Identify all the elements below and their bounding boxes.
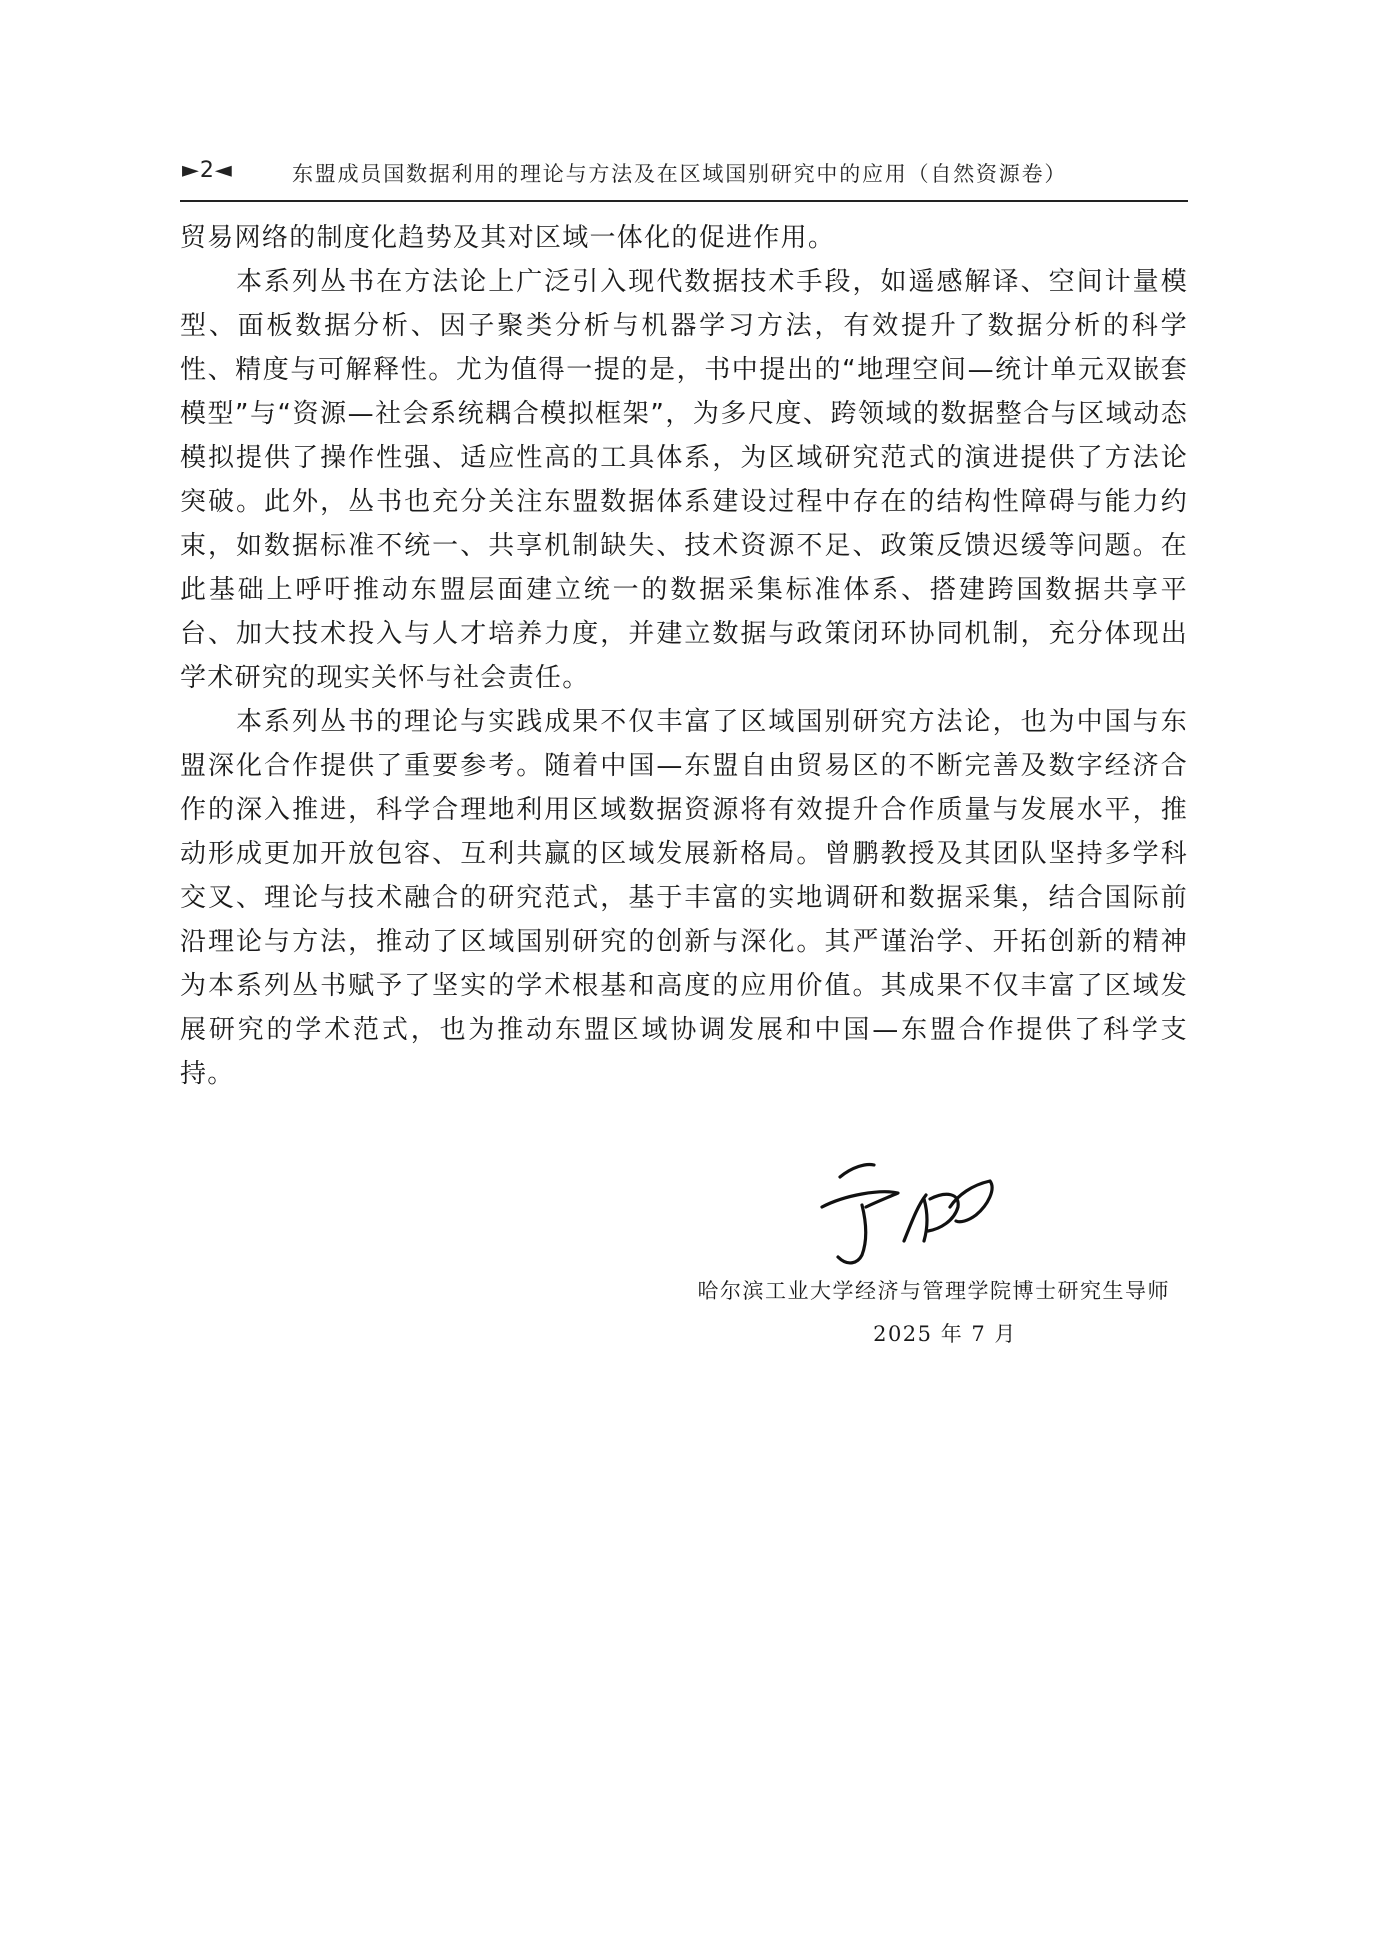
paragraph-conclusion: 本系列丛书的理论与实践成果不仅丰富了区域国别研究方法论，也为中国与东盟深化合作提供了重要参考。随着中国—东盟自由贸易区的不断完善及数字经济合作的深入推进，科学合理地利用区域数据资源将有效提升合作质量与发展水平，推动形成更加开放包容、互利共赢的区域发展新格局。曾鹏教授及其团队坚持多学科交叉、理论与技术融合的研究范式，基于丰富的实地调研和数据采集，结合国际前沿理论与方法，推动了区域国别研究的创新与深化。其严谨治学、开拓创新的精神为本系列丛书赋予了坚实的学术根基和高度的应用价值。其成果不仅丰富了区域发展研究的学术范式，也为推动东盟区域协调发展和中国—东盟合作提供了科学支持。 — [180, 707, 1188, 1089]
paragraph-continuation: 贸易网络的制度化趋势及其对区域一体化的促进作用。 — [180, 223, 836, 253]
body-text — [180, 216, 1188, 1096]
running-header — [180, 152, 1188, 202]
page-number: ►2◄ — [182, 158, 233, 183]
signature-date: 2025 年 7 月 — [873, 1322, 1017, 1346]
author-affiliation: 哈尔滨工业大学经济与管理学院博士研究生导师 — [697, 1279, 1170, 1303]
book-title: 东盟成员国数据利用的理论与方法及在区域国别研究中的应用（自然资源卷） — [292, 162, 1068, 186]
paragraph-methodology: 本系列丛书在方法论上广泛引入现代数据技术手段，如遥感解译、空间计量模型、面板数据分析、因子聚类分析与机器学习方法，有效提升了数据分析的科学性、精度与可解释性。尤为值得一提的是，书中提出的“地理空间—统计单元双嵌套模型”与“资源—社会系统耦合模拟框架”，为多尺度、跨领域的数据整合与区域动态模拟提供了操作性强、适应性高的工具体系，为区域研究范式的演进提供了方法论突破。此外，丛书也充分关注东盟数据体系建设过程中存在的结构性障碍与能力约束，如数据标准不统一、共享机制缺失、技术资源不足、政策反馈迟缓等问题。在此基础上呼吁推动东盟层面建立统一的数据采集标准体系、搭建跨国数据共享平台、加大技术投入与人才培养力度，并建立数据与政策闭环协同机制，充分体现出学术研究的现实关怀与社会责任。 — [180, 267, 1188, 693]
handwritten-signature — [800, 1155, 1020, 1275]
